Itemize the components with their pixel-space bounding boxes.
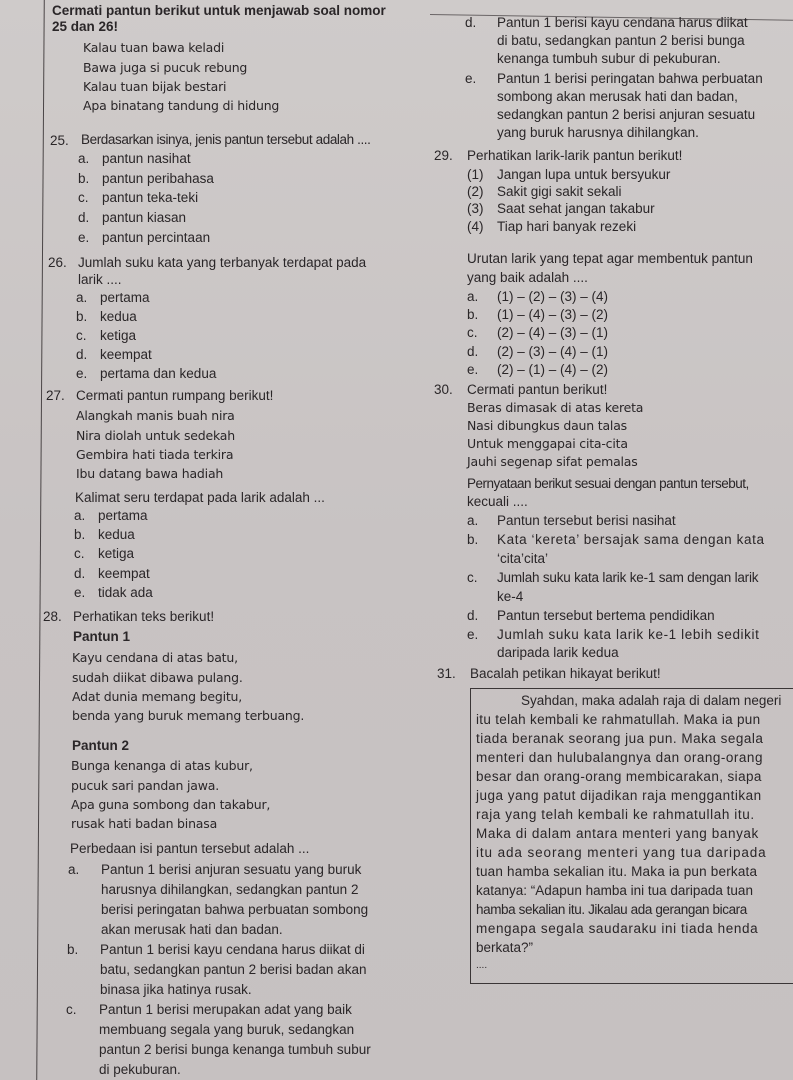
option-d[interactable]: d. (2) – (3) – (4) – (1) (467, 344, 609, 359)
question-text-line-1: Jumlah suku kata yang terbanyak terdapat pada (78, 255, 367, 270)
question-prompt: Kalimat seru terdapat pada larik adalah ... (75, 490, 325, 505)
option-line: daripada larik kedua (497, 645, 619, 660)
poem-line: Bawa juga si pucuk rebung (83, 60, 248, 75)
option-line: ‘cita’cita’ (497, 551, 549, 566)
option-line: sombong akan merusak hati dan badan, (497, 89, 738, 104)
hikayat-line: raja yang telah kembali ke rahmatullah itu. (476, 807, 755, 822)
option-c[interactable]: c. ketiga (76, 328, 137, 343)
question-prompt-line-2: yang baik adalah .... (467, 270, 588, 285)
option-b[interactable]: b. kedua (76, 309, 137, 324)
poem-line: Apa guna sombong dan takabur, (71, 797, 271, 812)
poem-line: Beras dimasak di atas kereta (467, 400, 644, 415)
option-b[interactable]: b. (1) – (4) – (3) – (2) (467, 307, 609, 322)
option-b[interactable]: b. pantun peribahasa (78, 171, 214, 186)
hikayat-line: hamba sekalian itu. Jikalau ada gerangan bicara (476, 902, 747, 917)
question-text: Perhatikan teks berikut! (73, 609, 215, 624)
option-a[interactable]: a. pertama (74, 508, 148, 523)
option-a[interactable]: a. (1) – (2) – (3) – (4) (467, 289, 609, 304)
option-line: yang buruk harusnya dihilangkan. (497, 125, 699, 140)
poem-line: Nasi dibungkus daun talas (467, 418, 627, 433)
question-text: Perhatikan larik-larik pantun berikut! (467, 148, 683, 163)
hikayat-line: berkata?” (476, 940, 534, 955)
option-line: binasa jika hatinya rusak. (100, 982, 252, 997)
poem-line: pucuk sari pandan jawa. (71, 778, 220, 793)
option-label: e. (467, 627, 479, 642)
option-line: membuang segala yang buruk, sedangkan (99, 1022, 355, 1037)
option-line: Jumlah suku kata larik ke-1 sam dengan larik (497, 570, 759, 585)
option-a[interactable]: a. pantun nasihat (78, 151, 191, 166)
option-label: c. (467, 570, 478, 585)
option-label: a. (68, 862, 80, 877)
option-line: akan merusak hati dan badan. (101, 922, 283, 937)
hikayat-line: itu telah kembali ke rahmatullah. Maka ia pun (476, 712, 761, 727)
question-number: 25. (50, 133, 69, 148)
hikayat-ellipsis: .... (476, 960, 488, 971)
option-line: batu, sedangkan pantun 2 berisi badan akan (100, 962, 367, 977)
option-a[interactable]: a. pertama (76, 290, 150, 305)
page-margin-line (36, 0, 45, 1080)
option-d[interactable]: d. pantun kiasan (78, 210, 187, 225)
option-label: d. (467, 608, 479, 623)
question-prompt-line-2: kecuali .... (467, 494, 528, 509)
option-e[interactable]: e. pertama dan kedua (76, 366, 217, 381)
option-line: Pantun 1 berisi kayu cendana harus diikat (497, 15, 748, 30)
poem-line: Jauhi segenap sifat pemalas (467, 454, 638, 469)
poem-line: Adat dunia memang begitu, (72, 689, 243, 704)
option-line: di pekuburan. (99, 1062, 181, 1077)
option-line: kenanga tumbuh subur di pekuburan. (497, 51, 721, 66)
option-line: di batu, sedangkan pantun 2 berisi bunga (497, 33, 745, 48)
poem-line: Ibu datang bawa hadiah (76, 466, 224, 481)
poem-line: Alangkah manis buah nira (76, 408, 235, 423)
poem-line: Gembira hati tiada terkira (76, 447, 234, 462)
hikayat-line: mengapa segala saudaraku ini tiada henda (476, 921, 759, 936)
option-line: Pantun 1 berisi merupakan adat yang baik (99, 1002, 352, 1017)
hikayat-line: menteri dan hulubalangnya dan orang-orang (476, 750, 763, 765)
option-c[interactable]: c. ketiga (74, 546, 135, 561)
poem-line: Bunga kenanga di atas kubur, (71, 758, 253, 773)
option-b[interactable]: b. kedua (74, 527, 135, 542)
hikayat-line: tiada beranak seorang jua pun. Maka segala (476, 731, 764, 746)
option-label: b. (467, 532, 479, 547)
question-prompt-line-1: Pernyataan berikut sesuai dengan pantun tersebut, (467, 476, 749, 491)
option-line: Pantun tersebut berisi nasihat (497, 513, 676, 528)
pantun-1-title: Pantun 1 (73, 629, 131, 644)
option-line: Jumlah suku kata larik ke-1 lebih sedikit (497, 627, 760, 642)
question-text: Cermati pantun berikut! (467, 382, 608, 397)
option-d[interactable]: d. keempat (76, 347, 152, 362)
question-prompt: Perbedaan isi pantun tersebut adalah ... (70, 841, 310, 856)
question-text-line-2: larik .... (78, 272, 122, 287)
option-line: ke-4 (497, 589, 524, 604)
intro-line-1: Cermati pantun berikut untuk menjawab soal nomor (52, 3, 386, 18)
question-text: Bacalah petikan hikayat berikut! (470, 666, 661, 681)
question-number: 27. (46, 388, 65, 403)
intro-line-2: 25 dan 26! (52, 19, 119, 34)
question-prompt-line-1: Urutan larik yang tepat agar membentuk pantun (467, 251, 753, 266)
hikayat-line: katanya: “Adapun hamba ini tua daripada tuan (476, 883, 753, 898)
option-e[interactable]: e. (2) – (1) – (4) – (2) (467, 362, 609, 377)
pantun-2-title: Pantun 2 (72, 738, 130, 753)
larik-3: (3) Saat sehat jangan takabur (467, 201, 655, 216)
larik-4: (4) Tiap hari banyak rezeki (467, 219, 637, 234)
poem-line: sudah diikat dibawa pulang. (72, 670, 243, 685)
option-e[interactable]: e. tidak ada (74, 585, 153, 600)
poem-line: Nira diolah untuk sedekah (76, 428, 235, 443)
option-line: Pantun 1 berisi kayu cendana harus diikat di (100, 942, 365, 957)
option-line: Kata ‘kereta’ bersajak sama dengan kata (497, 532, 765, 547)
option-e[interactable]: e. pantun percintaan (78, 230, 211, 245)
hikayat-line: juga yang patut dijadikan raja menggantikan (476, 788, 762, 803)
option-c[interactable]: c. (2) – (4) – (3) – (1) (467, 325, 609, 340)
option-d[interactable]: d. keempat (74, 566, 150, 581)
option-line: sedangkan pantun 2 berisi anjuran sesuatu (497, 107, 756, 122)
poem-line: benda yang buruk memang terbuang. (72, 708, 305, 723)
option-label: b. (67, 942, 79, 957)
poem-line: Apa binatang tandung di hidung (83, 98, 280, 113)
question-number: 28. (43, 609, 62, 624)
hikayat-line: itu ada seorang menteri yang tua daripada (476, 845, 767, 860)
option-line: Pantun 1 berisi peringatan bahwa perbuatan (497, 71, 763, 86)
question-number: 31. (437, 666, 456, 681)
poem-line: Kalau tuan bijak bestari (83, 79, 227, 94)
larik-1: (1) Jangan lupa untuk bersyukur (467, 167, 671, 182)
option-line: Pantun tersebut bertema pendidikan (497, 608, 715, 623)
hikayat-line: Syahdan, maka adalah raja di dalam negeri (521, 693, 782, 708)
larik-2: (2) Sakit gigi sakit sekali (467, 184, 622, 199)
poem-line: Kayu cendana di atas batu, (72, 650, 238, 665)
option-c[interactable]: c. pantun teka-teki (78, 190, 199, 205)
question-number: 29. (434, 148, 453, 163)
option-line: harusnya dihilangkan, sedangkan pantun 2 (101, 882, 359, 897)
poem-line: Kalau tuan bawa keladi (83, 40, 225, 55)
option-line: Pantun 1 berisi anjuran sesuatu yang buruk (101, 862, 362, 877)
option-label: e. (465, 71, 477, 86)
poem-line: rusak hati badan binasa (71, 816, 218, 831)
question-number: 30. (434, 382, 453, 397)
option-line: pantun 2 berisi bunga kenanga tumbuh subur (99, 1042, 371, 1057)
option-label: a. (467, 513, 479, 528)
poem-line: Untuk menggapai cita-cita (467, 436, 628, 451)
option-label: c. (66, 1002, 77, 1017)
option-label: d. (465, 15, 477, 30)
question-number: 26. (48, 255, 67, 270)
hikayat-line: Maka di dalam antara menteri yang banyak (476, 826, 759, 841)
hikayat-line: tuan hamba sekalian itu. Maka ia pun berkata (476, 864, 758, 879)
hikayat-line: besar dan orang-orang membicarakan, siapa (476, 769, 762, 784)
question-text: Berdasarkan isinya, jenis pantun tersebut adalah .... (81, 132, 371, 147)
option-line: berisi peringatan bahwa perbuatan sombong (101, 902, 369, 917)
question-text: Cermati pantun rumpang berikut! (76, 388, 274, 403)
